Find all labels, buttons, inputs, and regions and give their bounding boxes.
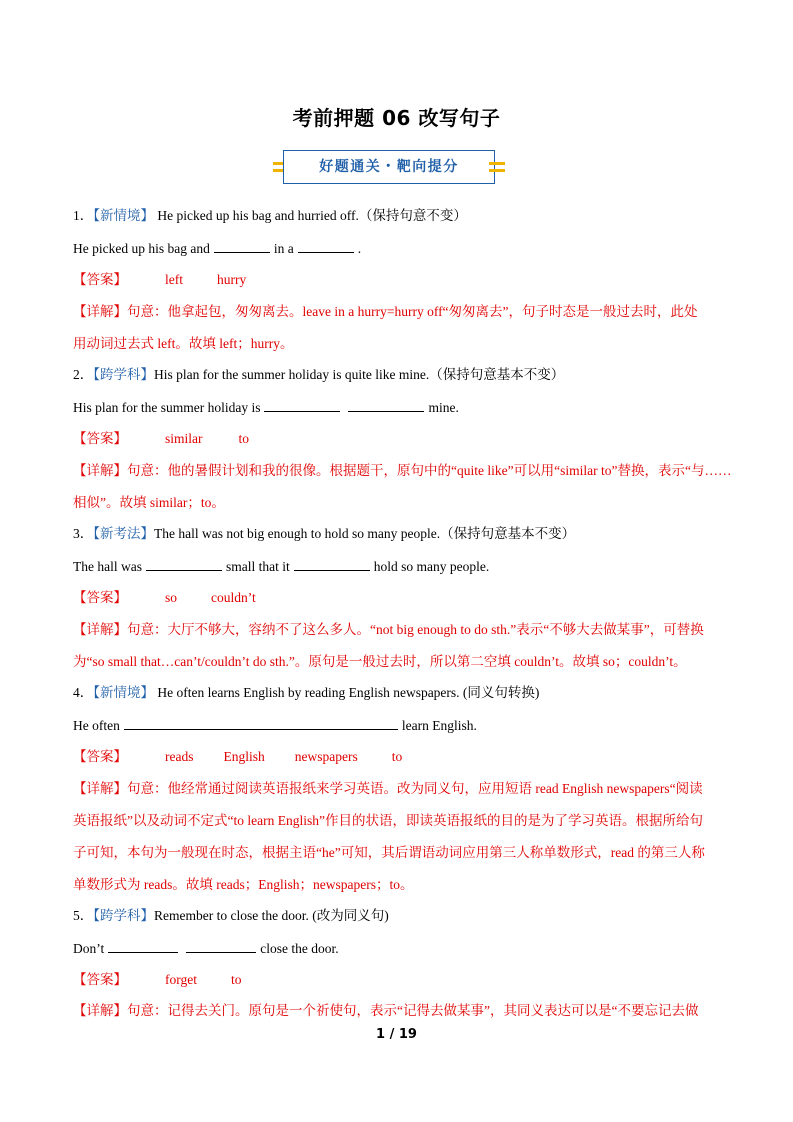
page-number: 1 / 19 xyxy=(376,1027,417,1042)
question-text: His plan for the summer holiday is quite like mine.（保持句意基本不变） xyxy=(154,367,565,382)
question-1-explain-2: 用动词过去式 left。故填 left；hurry。 xyxy=(73,336,294,351)
question-2-answer xyxy=(73,430,723,448)
question-1-prompt xyxy=(73,207,723,225)
answer-value: hurry xyxy=(217,272,247,287)
question-number: 4． xyxy=(73,685,94,700)
question-1-answer xyxy=(73,271,723,289)
banner-text: 好题通关・靶向提分 xyxy=(319,159,459,175)
answer-label: 【答案】 xyxy=(73,749,127,764)
question-2-prompt xyxy=(73,366,723,384)
question-3-answer xyxy=(73,589,723,607)
question-text: He picked up his bag and hurried off.（保持句意不变） xyxy=(154,208,467,223)
answer-value: couldn’t xyxy=(211,590,256,605)
banner-right-bar-top xyxy=(489,162,505,165)
question-number: 3． xyxy=(73,526,94,541)
page-title: 考前押题 06 改写句子 xyxy=(292,106,501,130)
explain-label: 【详解】 xyxy=(73,463,127,478)
section-banner xyxy=(283,150,495,184)
question-text: The hall was not big enough to hold so many people.（保持句意基本不变） xyxy=(154,526,576,541)
answer-blank xyxy=(298,239,354,253)
question-5-prompt xyxy=(73,907,723,925)
question-4-explain-2: 英语报纸”以及动词不定式“to learn English”作目的状语，即读英语报纸的目的是为了学习英语。根据所给句 xyxy=(73,813,703,828)
explain-text: 句意：他的暑假计划和我的很像。根据题干，原句中的“quite like”可以用“similar to”替换，表示“与…… xyxy=(127,463,732,478)
fill-text: in a xyxy=(273,241,294,256)
answer-label: 【答案】 xyxy=(73,431,127,446)
answer-value: so xyxy=(165,590,178,605)
question-1-explain-1 xyxy=(73,303,723,321)
answer-value: English xyxy=(223,749,265,764)
answer-blank xyxy=(108,939,178,953)
answer-blank xyxy=(214,239,270,253)
explain-label: 【详解】 xyxy=(73,1003,127,1018)
answer-value: forget xyxy=(165,972,197,987)
question-4-answer xyxy=(73,748,723,766)
fill-text: He often xyxy=(73,718,120,733)
answer-label: 【答案】 xyxy=(73,972,127,987)
question-5-answer xyxy=(73,971,723,989)
question-number: 5． xyxy=(73,908,94,923)
answer-blank xyxy=(146,557,222,571)
question-2-explain-1 xyxy=(73,462,732,480)
answer-blank xyxy=(348,398,424,412)
question-5-fill xyxy=(73,939,723,958)
fill-text: mine. xyxy=(428,400,459,415)
question-3-explain-1 xyxy=(73,621,723,639)
question-4-fill xyxy=(73,716,723,735)
question-tag: 【跨学科】 xyxy=(93,367,154,382)
fill-text: He picked up his bag and xyxy=(73,241,210,256)
answer-value: reads xyxy=(165,749,194,764)
answer-value: left xyxy=(165,272,183,287)
explain-label: 【详解】 xyxy=(73,781,127,796)
fill-text: small that it xyxy=(225,559,290,574)
fill-text: His plan for the summer holiday is xyxy=(73,400,261,415)
answer-value: to xyxy=(231,972,242,987)
question-2-fill xyxy=(73,398,723,417)
question-number: 1． xyxy=(73,208,94,223)
question-3-explain-2: 为“so small that…can’t/couldn’t do sth.”。原句是一般过去时，所以第二空填 couldn’t。故填 so；couldn’t。 xyxy=(73,654,687,669)
question-2-explain-2: 相似”。故填 similar；to。 xyxy=(73,495,225,510)
question-tag: 【新考法】 xyxy=(93,526,154,541)
answer-blank xyxy=(264,398,340,412)
question-text: He often learns English by reading English newspapers. (同义句转换) xyxy=(154,685,540,700)
question-4-explain-4: 单数形式为 reads。故填 reads；English；newspapers；to。 xyxy=(73,877,414,892)
question-text: Remember to close the door. (改为同义句) xyxy=(154,908,389,923)
answer-value: to xyxy=(238,431,250,446)
explain-label: 【详解】 xyxy=(73,304,127,319)
answer-label: 【答案】 xyxy=(73,590,127,605)
answer-blank xyxy=(186,939,256,953)
question-3-fill xyxy=(73,557,723,576)
answer-blank xyxy=(294,557,370,571)
answer-value: to xyxy=(391,749,403,764)
banner-right-bar-bottom xyxy=(489,169,505,172)
question-tag: 【新情境】 xyxy=(93,685,154,700)
question-tag: 【新情境】 xyxy=(93,208,154,223)
explain-text: 句意：他经常通过阅读英语报纸来学习英语。改为同义句，应用短语 read English newspapers“阅读 xyxy=(127,781,703,796)
fill-text: close the door. xyxy=(260,941,339,956)
answer-blank xyxy=(124,716,398,730)
question-4-prompt xyxy=(73,684,723,702)
explain-label: 【详解】 xyxy=(73,622,127,637)
fill-text: hold so many people. xyxy=(373,559,490,574)
answer-label: 【答案】 xyxy=(73,272,127,287)
question-5-explain-1 xyxy=(73,1002,723,1020)
fill-text: . xyxy=(357,241,362,256)
question-4-explain-1 xyxy=(73,780,723,798)
question-4-explain-3: 子可知，本句为一般现在时态，根据主语“he”可知，其后谓语动词应用第三人称单数形式，read 的第三人称 xyxy=(73,845,705,860)
explain-text: 句意：大厅不够大，容纳不了这么多人。“not big enough to do sth.”表示“不够大去做某事”，可替换 xyxy=(127,622,704,637)
question-1-fill xyxy=(73,239,723,258)
fill-text: learn English. xyxy=(401,718,477,733)
answer-value: similar xyxy=(165,431,203,446)
fill-text: Don’t xyxy=(73,941,105,956)
question-3-prompt xyxy=(73,525,723,543)
question-tag: 【跨学科】 xyxy=(93,908,154,923)
question-number: 2． xyxy=(73,367,94,382)
explain-text: 句意：记得去关门。原句是一个祈使句，表示“记得去做某事”，其同义表达可以是“不要忘记去做 xyxy=(127,1003,699,1018)
answer-value: newspapers xyxy=(294,749,358,764)
fill-text: The hall was xyxy=(73,559,142,574)
explain-text: 句意：他拿起包，匆匆离去。leave in a hurry=hurry off“匆匆离去”，句子时态是一般过去时，此处 xyxy=(127,304,698,319)
